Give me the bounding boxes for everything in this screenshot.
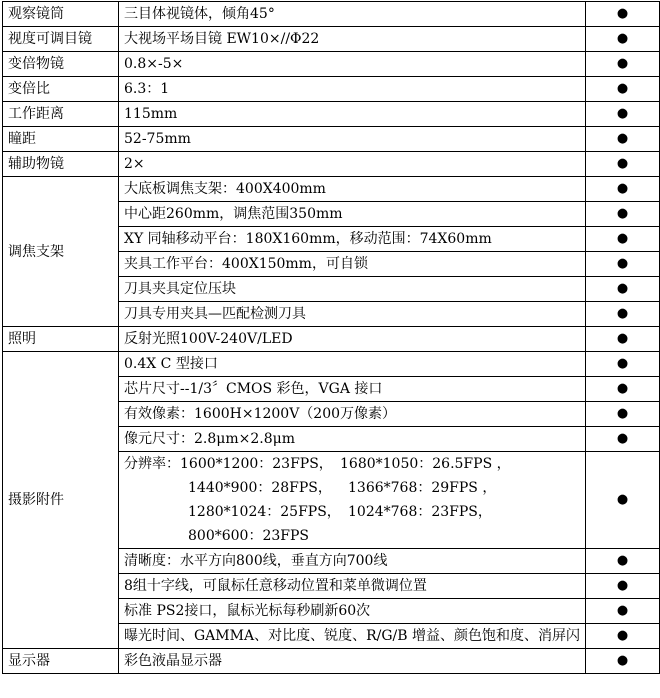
row-value: 刀具夹具定位压块 — [119, 277, 586, 302]
resolution-cell — [119, 452, 586, 549]
table-row — [3, 649, 660, 674]
included-dot-icon: ● — [586, 302, 660, 327]
resolution-line — [124, 452, 580, 476]
table-row — [3, 127, 660, 152]
row-value: 2× — [119, 152, 586, 177]
resolution-entry: 1366*768：29FPS ， — [348, 480, 497, 496]
table-row — [3, 52, 660, 77]
row-value: 三目体视镜体，倾角45° — [119, 2, 586, 27]
row-label: 照明 — [3, 327, 119, 352]
table-row — [3, 352, 660, 377]
included-dot-icon: ● — [586, 252, 660, 277]
row-value: 8组十字线，可鼠标任意移动位置和菜单微调位置 — [119, 574, 586, 599]
included-dot-icon: ● — [586, 427, 660, 452]
table-row — [3, 102, 660, 127]
row-label: 观察镜筒 — [3, 2, 119, 27]
row-label: 瞳距 — [3, 127, 119, 152]
included-dot-icon: ● — [586, 327, 660, 352]
included-dot-icon: ● — [586, 452, 660, 549]
resolution-line — [124, 476, 580, 500]
row-value: 彩色液晶显示器 — [119, 649, 586, 674]
table-row — [3, 77, 660, 102]
row-label: 工作距离 — [3, 102, 119, 127]
resolution-line — [124, 524, 580, 548]
row-label: 视度可调目镜 — [3, 27, 119, 52]
row-value: 刀具专用夹具—匹配检测刀具 — [119, 302, 586, 327]
row-value: 清晰度：水平方向800线，垂直方向700线 — [119, 549, 586, 574]
group-label-focus-stand: 调焦支架 — [3, 177, 119, 327]
row-value: 曝光时间、GAMMA、对比度、锐度、R/G/B 增益、颜色饱和度、消屏闪 — [119, 624, 586, 649]
table-row — [3, 177, 660, 202]
included-dot-icon: ● — [586, 624, 660, 649]
included-dot-icon: ● — [586, 649, 660, 674]
row-value: 大视场平场目镜 EW10×//Φ22 — [119, 27, 586, 52]
included-dot-icon: ● — [586, 27, 660, 52]
row-value: 大底板调焦支架：400X400mm — [119, 177, 586, 202]
included-dot-icon: ● — [586, 127, 660, 152]
row-value: 芯片尺寸--1/3〞CMOS 彩色，VGA 接口 — [119, 377, 586, 402]
row-value: 中心距260mm，调焦范围350mm — [119, 202, 586, 227]
row-value: 115mm — [119, 102, 586, 127]
row-value: 有效像素：1600H×1200V（200万像素） — [119, 402, 586, 427]
row-value: 0.8×-5× — [119, 52, 586, 77]
resolution-entry: 1280*1024：25FPS， — [188, 504, 341, 520]
row-label: 显示器 — [3, 649, 119, 674]
row-value: 0.4X C 型接口 — [119, 352, 586, 377]
resolution-entry: 1440*900：28FPS， — [188, 480, 332, 496]
included-dot-icon: ● — [586, 549, 660, 574]
row-value: XY 同轴移动平台：180X160mm，移动范围：74X60mm — [119, 227, 586, 252]
included-dot-icon: ● — [586, 202, 660, 227]
group-label-camera: 摄影附件 — [3, 352, 119, 649]
row-value: 像元尺寸：2.8μm×2.8μm — [119, 427, 586, 452]
included-dot-icon: ● — [586, 152, 660, 177]
included-dot-icon: ● — [586, 177, 660, 202]
row-label: 变倍比 — [3, 77, 119, 102]
resolution-line — [124, 500, 580, 524]
table-row — [3, 327, 660, 352]
included-dot-icon: ● — [586, 102, 660, 127]
included-dot-icon: ● — [586, 574, 660, 599]
row-value: 52-75mm — [119, 127, 586, 152]
resolution-entry: 1680*1050：26.5FPS ， — [340, 456, 511, 472]
row-value: 标准 PS2接口，鼠标光标每秒刷新60次 — [119, 599, 586, 624]
resolution-entry: 800*600：23FPS — [188, 528, 309, 544]
included-dot-icon: ● — [586, 352, 660, 377]
spec-table — [2, 1, 660, 674]
row-label: 变倍物镜 — [3, 52, 119, 77]
resolution-prefix: 分辨率： — [124, 456, 180, 472]
included-dot-icon: ● — [586, 402, 660, 427]
spec-table-body — [3, 2, 660, 674]
included-dot-icon: ● — [586, 2, 660, 27]
included-dot-icon: ● — [586, 277, 660, 302]
resolution-entry: 1600*1200：23FPS， — [180, 456, 333, 472]
included-dot-icon: ● — [586, 227, 660, 252]
included-dot-icon: ● — [586, 377, 660, 402]
row-value: 反射光照100V-240V/LED — [119, 327, 586, 352]
table-row — [3, 2, 660, 27]
resolution-entry: 1024*768：23FPS， — [348, 504, 492, 520]
row-value: 夹具工作平台：400X150mm，可自锁 — [119, 252, 586, 277]
table-row — [3, 152, 660, 177]
table-row — [3, 27, 660, 52]
included-dot-icon: ● — [586, 599, 660, 624]
row-value: 6.3：1 — [119, 77, 586, 102]
included-dot-icon: ● — [586, 52, 660, 77]
included-dot-icon: ● — [586, 77, 660, 102]
row-label: 辅助物镜 — [3, 152, 119, 177]
